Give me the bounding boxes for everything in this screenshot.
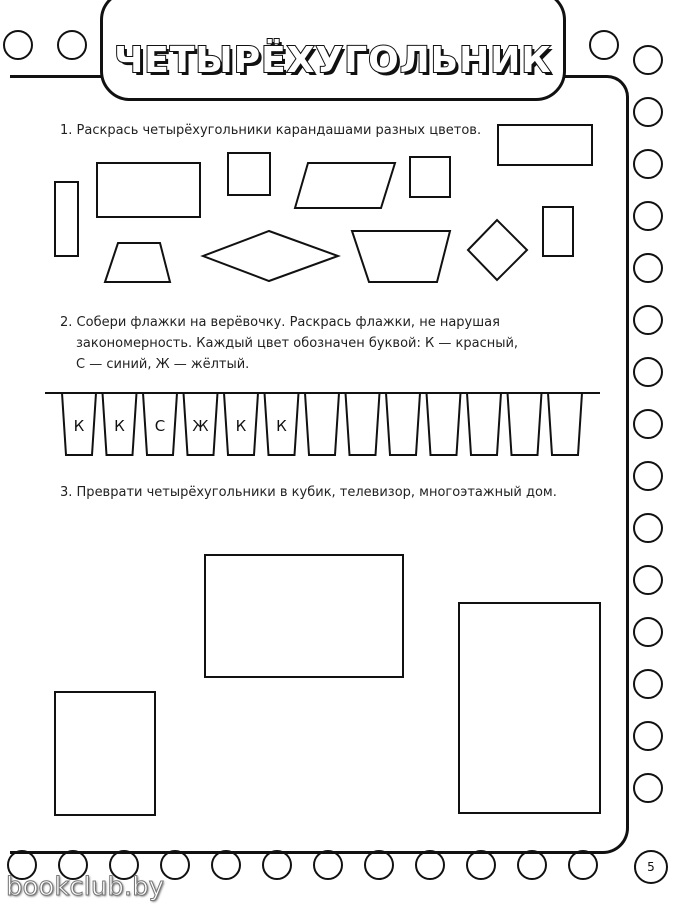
ice-cream-icon: [634, 306, 662, 334]
task-2-text-line1: 2. Собери флажки на верёвочку. Раскрась флажки, не нарушая: [60, 315, 500, 330]
ball-icon: [634, 774, 662, 802]
flag-shape: [346, 393, 380, 455]
flag[interactable]: [143, 393, 177, 455]
alarm-clock-icon: [58, 31, 86, 59]
robot-icon: [569, 851, 597, 879]
cherries-icon: [365, 851, 393, 879]
task-1-text: 1. Раскрась четырёхугольники карандашами разных цветов.: [60, 123, 482, 138]
pencils-icon: [634, 98, 662, 126]
rocket-icon: [634, 202, 662, 230]
cherries-icon: [634, 150, 662, 178]
airplane-icon: [467, 851, 495, 879]
flag-letter: С: [154, 417, 166, 435]
task-3-square-small[interactable]: [55, 692, 155, 815]
flag-shape: [305, 393, 339, 455]
flag[interactable]: [427, 393, 461, 455]
grapes-icon: [161, 851, 189, 879]
pencils-icon: [416, 851, 444, 879]
flag[interactable]: [508, 393, 542, 455]
flag-shape: [386, 393, 420, 455]
car-icon: [634, 566, 662, 594]
task-3-tall-rectangle[interactable]: [459, 603, 600, 813]
flag-shape: [427, 393, 461, 455]
flag-letter: К: [276, 417, 287, 435]
ball-icon: [634, 410, 662, 438]
rocket-icon: [314, 851, 342, 879]
grapes-icon: [634, 358, 662, 386]
shape-vertical-rectangle[interactable]: [543, 207, 573, 256]
scissors-icon: [634, 670, 662, 698]
flag[interactable]: [467, 393, 501, 455]
shape-square[interactable]: [410, 157, 450, 197]
shape-rectangle[interactable]: [498, 125, 592, 165]
flag[interactable]: [103, 393, 137, 455]
flag-letter: К: [235, 417, 247, 435]
shape-vertical-rectangle[interactable]: [55, 182, 78, 256]
flag[interactable]: [265, 393, 299, 455]
watermark: bookclub.by: [6, 872, 165, 902]
flag[interactable]: [548, 393, 582, 455]
flag[interactable]: [184, 393, 218, 455]
flag[interactable]: [224, 393, 258, 455]
flag[interactable]: [62, 393, 96, 455]
task-2-text-line2: закономерность. Каждый цвет обозначен буквой: К — красный,: [76, 336, 519, 351]
task-3-text: 3. Преврати четырёхугольники в кубик, телевизор, многоэтажный дом.: [60, 485, 557, 500]
flag-letter: Ж: [192, 417, 209, 435]
banana-icon: [634, 618, 662, 646]
shape-rectangle[interactable]: [97, 163, 200, 217]
cherries-icon: [634, 462, 662, 490]
flag-shape: [548, 393, 582, 455]
task-2-text-line3: С — синий, Ж — жёлтый.: [76, 357, 250, 372]
cherries-icon: [4, 31, 32, 59]
apple-icon: [518, 851, 546, 879]
shape-diamond[interactable]: [468, 220, 527, 280]
rocket-icon: [590, 31, 618, 59]
flag[interactable]: [386, 393, 420, 455]
flag-letter: К: [114, 417, 125, 435]
shape-trapezoid[interactable]: [105, 243, 170, 282]
ice-cream-icon: [212, 851, 240, 879]
flag-shape: [467, 393, 501, 455]
page-number: 5: [634, 850, 668, 884]
flag[interactable]: [305, 393, 339, 455]
teddy-bear-icon: [634, 46, 662, 74]
alarm-clock-icon: [263, 851, 291, 879]
shape-parallelogram[interactable]: [295, 163, 395, 208]
shape-square[interactable]: [228, 153, 270, 195]
task-3-square-large[interactable]: [205, 555, 403, 677]
page-title: ЧЕТЫРЁХУГОЛЬНИК: [114, 40, 552, 81]
flag-shape: [508, 393, 542, 455]
apple-icon: [634, 722, 662, 750]
shape-trapezoid[interactable]: [352, 231, 450, 282]
shape-rhombus[interactable]: [203, 231, 338, 281]
alarm-clock-icon: [634, 254, 662, 282]
flag-letter: К: [73, 417, 85, 435]
alarm-clock-icon: [634, 514, 662, 542]
flag[interactable]: [346, 393, 380, 455]
